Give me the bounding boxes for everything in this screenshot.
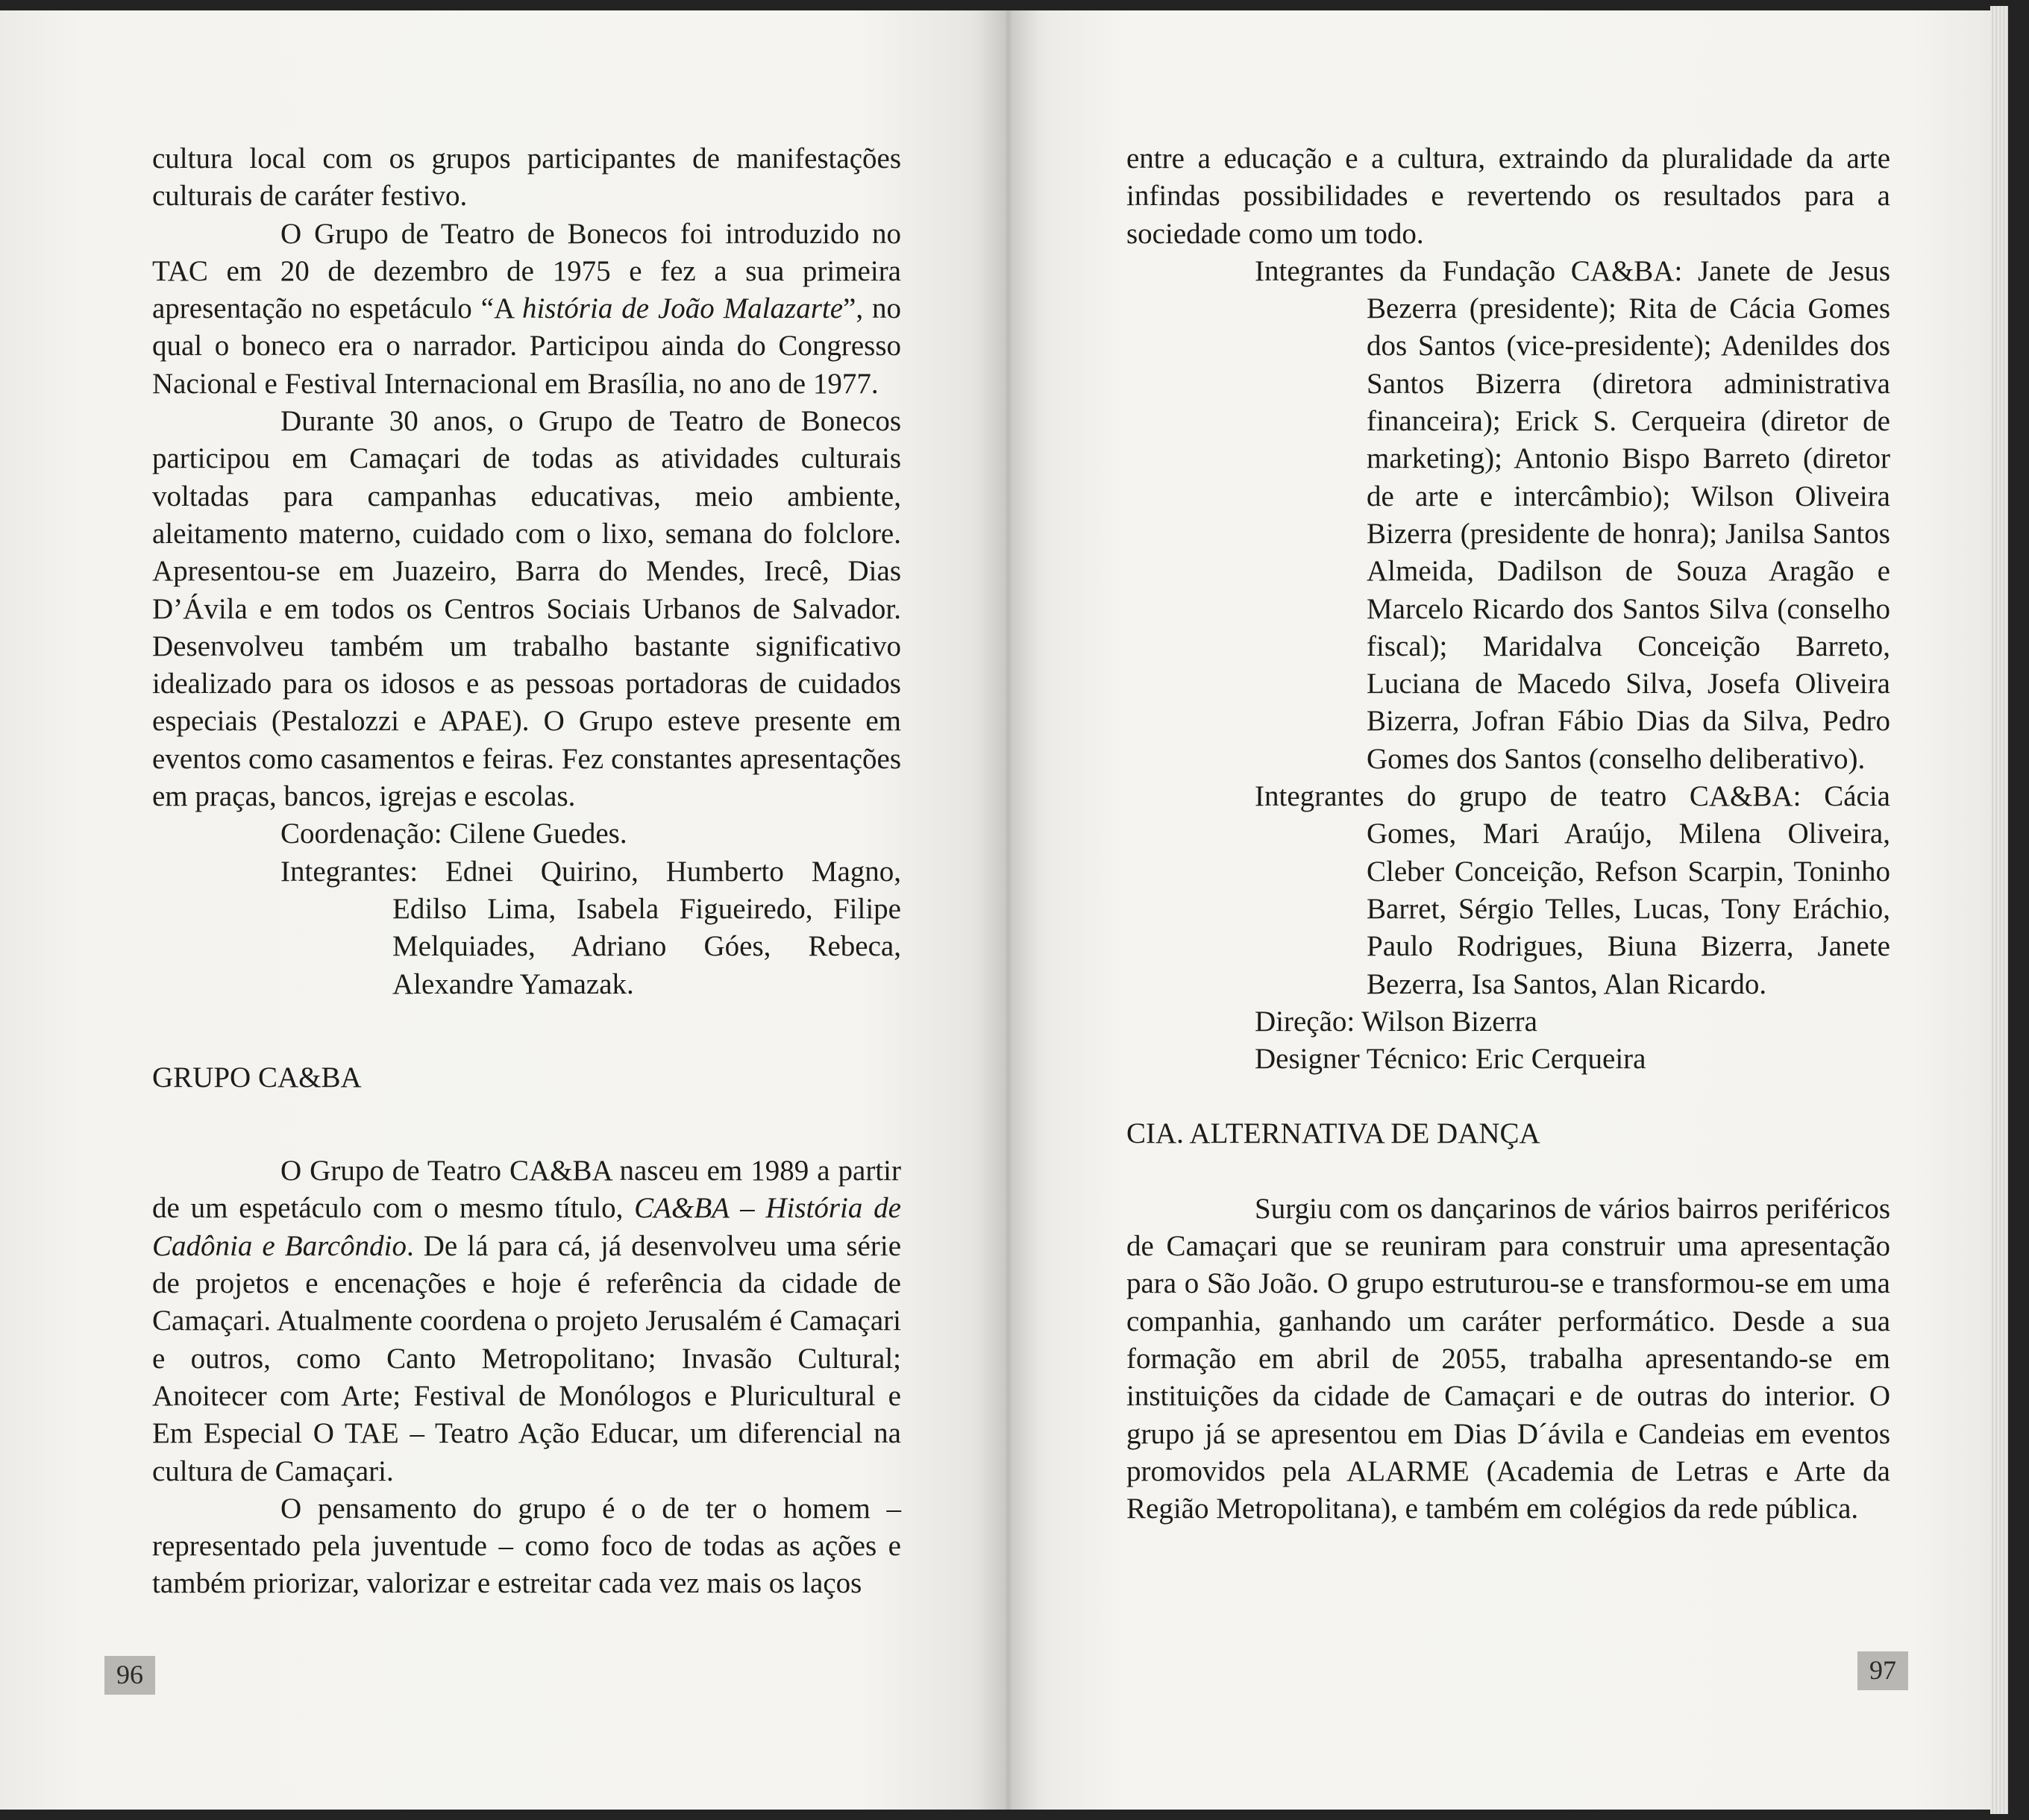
page-number: 96 (104, 1656, 155, 1695)
left-page (0, 10, 1009, 1810)
play-title: CA&BA – História de Cadônia e Barcôndio (152, 1192, 901, 1262)
theatre-members: Integrantes do grupo de teatro CA&BA: Cácia Gomes, Mari Araújo, Milena Oliveira, Cleber Conceição, Refson Scarpin, Toninho Barret, Sérgio Telles, Lucas, Tony Eráchio, Paulo Rodrigues, Biuna Bizerra, Janete Bezerra, Isa Santos, Alan Ricardo. (1255, 780, 1890, 1000)
text-run: O Grupo de Teatro CA&BA nasceu em 1989 a partir de um espetáculo com o mesmo título, (152, 1155, 901, 1225)
spacer (152, 1096, 901, 1152)
page-edge (1990, 6, 2008, 1814)
direction-line: Direção: Wilson Bizerra (1255, 1005, 1537, 1038)
spacer (1126, 1078, 1890, 1115)
section-heading: GRUPO CA&BA (152, 1061, 362, 1093)
spacer (1126, 1153, 1890, 1190)
paragraph-cia-alternativa: Surgiu com os dançarinos de vários bairros periféricos de Camaçari que se reuniram para construir uma apresentação para o São João. O grupo estruturou-se e transformou-se em uma companhia, ganhando um caráter performático. Desde a sua formação em abril de 2055, trabalha apresentando-se em instituições da cidade de Camaçari e de outras do interior. O grupo já se apresentou em Dias D´ávila e Candeias em eventos promovidos pela ALARME (Academia de Letras e Arte da Região Metropolitana), e também em colégios da rede pública. (1126, 1192, 1890, 1525)
paragraph-bonecos-intro (152, 216, 901, 403)
page-number: 97 (1857, 1651, 1908, 1690)
play-title: história de João Malazarte (521, 292, 844, 325)
paragraph: cultura local com os grupos participantes de manifestações culturais de caráter festivo. (152, 142, 901, 213)
text-run: O Grupo de Teatro de Bonecos foi introduzido no TAC em 20 de dezembro de 1975 e fez a sua primeira apresentação no espetáculo “A (152, 217, 901, 325)
designer-line: Designer Técnico: Eric Cerqueira (1255, 1043, 1646, 1076)
spacer (152, 1003, 901, 1059)
text-run: ”, no qual o boneco era o narrador. Participou ainda do Congresso Nacional e Festival Internacional em Brasília, no ano de 1977. (152, 292, 901, 400)
members-list: Integrantes: Ednei Quirino, Humberto Magno, Edilso Lima, Isabela Figueiredo, Filipe Melquiades, Adriano Góes, Rebeca, Alexandre Yamazak. (280, 855, 901, 1000)
paragraph: entre a educação e a cultura, extraindo da pluralidade da arte infindas possibilidades e revertendo os resultados para a sociedade como um todo. (1126, 142, 1890, 250)
text-run: . De lá para cá, já desenvolveu uma série de projetos e encenações e hoje é referência da cidade de Camaçari. Atualmente coordena o projeto Jerusalém é Camaçari e outros, como Canto Metropolitano; Invasão Cultural; Anoitecer com Arte; Festival de Monólogos e Pluricultural e Em Especial O TAE – Teatro Ação Educar, um diferencial na cultura de Camaçari. (152, 1229, 902, 1487)
paragraph-bonecos-history: Durante 30 anos, o Grupo de Teatro de Bonecos participou em Camaçari de todas as atividades culturais voltadas para campanhas educativas, meio ambiente, aleitamento materno, cuidado com o lixo, semana do folclore. Apresentou-se em Juazeiro, Barra do Mendes, Irecê, Dias D’Ávila e em todos os Centros Sociais Urbanos de Salvador. Desenvolveu também um trabalho bastante significativo idealizado para os idosos e as pessoas portadoras de cuidados especiais (Pestalozzi e APAE). O Grupo esteve presente em eventos como casamentos e feiras. Fez constantes apresentações em praças, bancos, igrejas e escolas. (152, 405, 901, 813)
right-page (1009, 10, 1990, 1810)
section-heading: CIA. ALTERNATIVA DE DANÇA (1126, 1117, 1540, 1150)
left-page-text (152, 140, 901, 1603)
paragraph-caba-thinking: O pensamento do grupo é o de ter o homem – representado pela juventude – como foco de todas as ações e também priorizar, valorizar e estreitar cada vez mais os laços (152, 1492, 901, 1600)
coordination-line: Coordenação: Cilene Guedes. (280, 818, 627, 850)
right-page-text (1126, 140, 1890, 1528)
paragraph-caba-origin (152, 1152, 901, 1490)
foundation-members: Integrantes da Fundação CA&BA: Janete de Jesus Bezerra (presidente); Rita de Cácia Gomes dos Santos (vice-presidente); Adenildes dos Santos Bizerra (diretora administrativa financeira); Erick S. Cerqueira (diretor de marketing); Antonio Bispo Barreto (diretor de arte e intercâmbio); Wilson Oliveira Bizerra (presidente de honra); Janilsa Santos Almeida, Dadilson de Souza Aragão e Marcelo Ricardo dos Santos Silva (conselho fiscal); Maridalva Conceição Barreto, Luciana de Macedo Silva, Josefa Oliveira Bizerra, Jofran Fábio Dias da Silva, Pedro Gomes dos Santos (conselho deliberativo). (1255, 254, 1890, 775)
